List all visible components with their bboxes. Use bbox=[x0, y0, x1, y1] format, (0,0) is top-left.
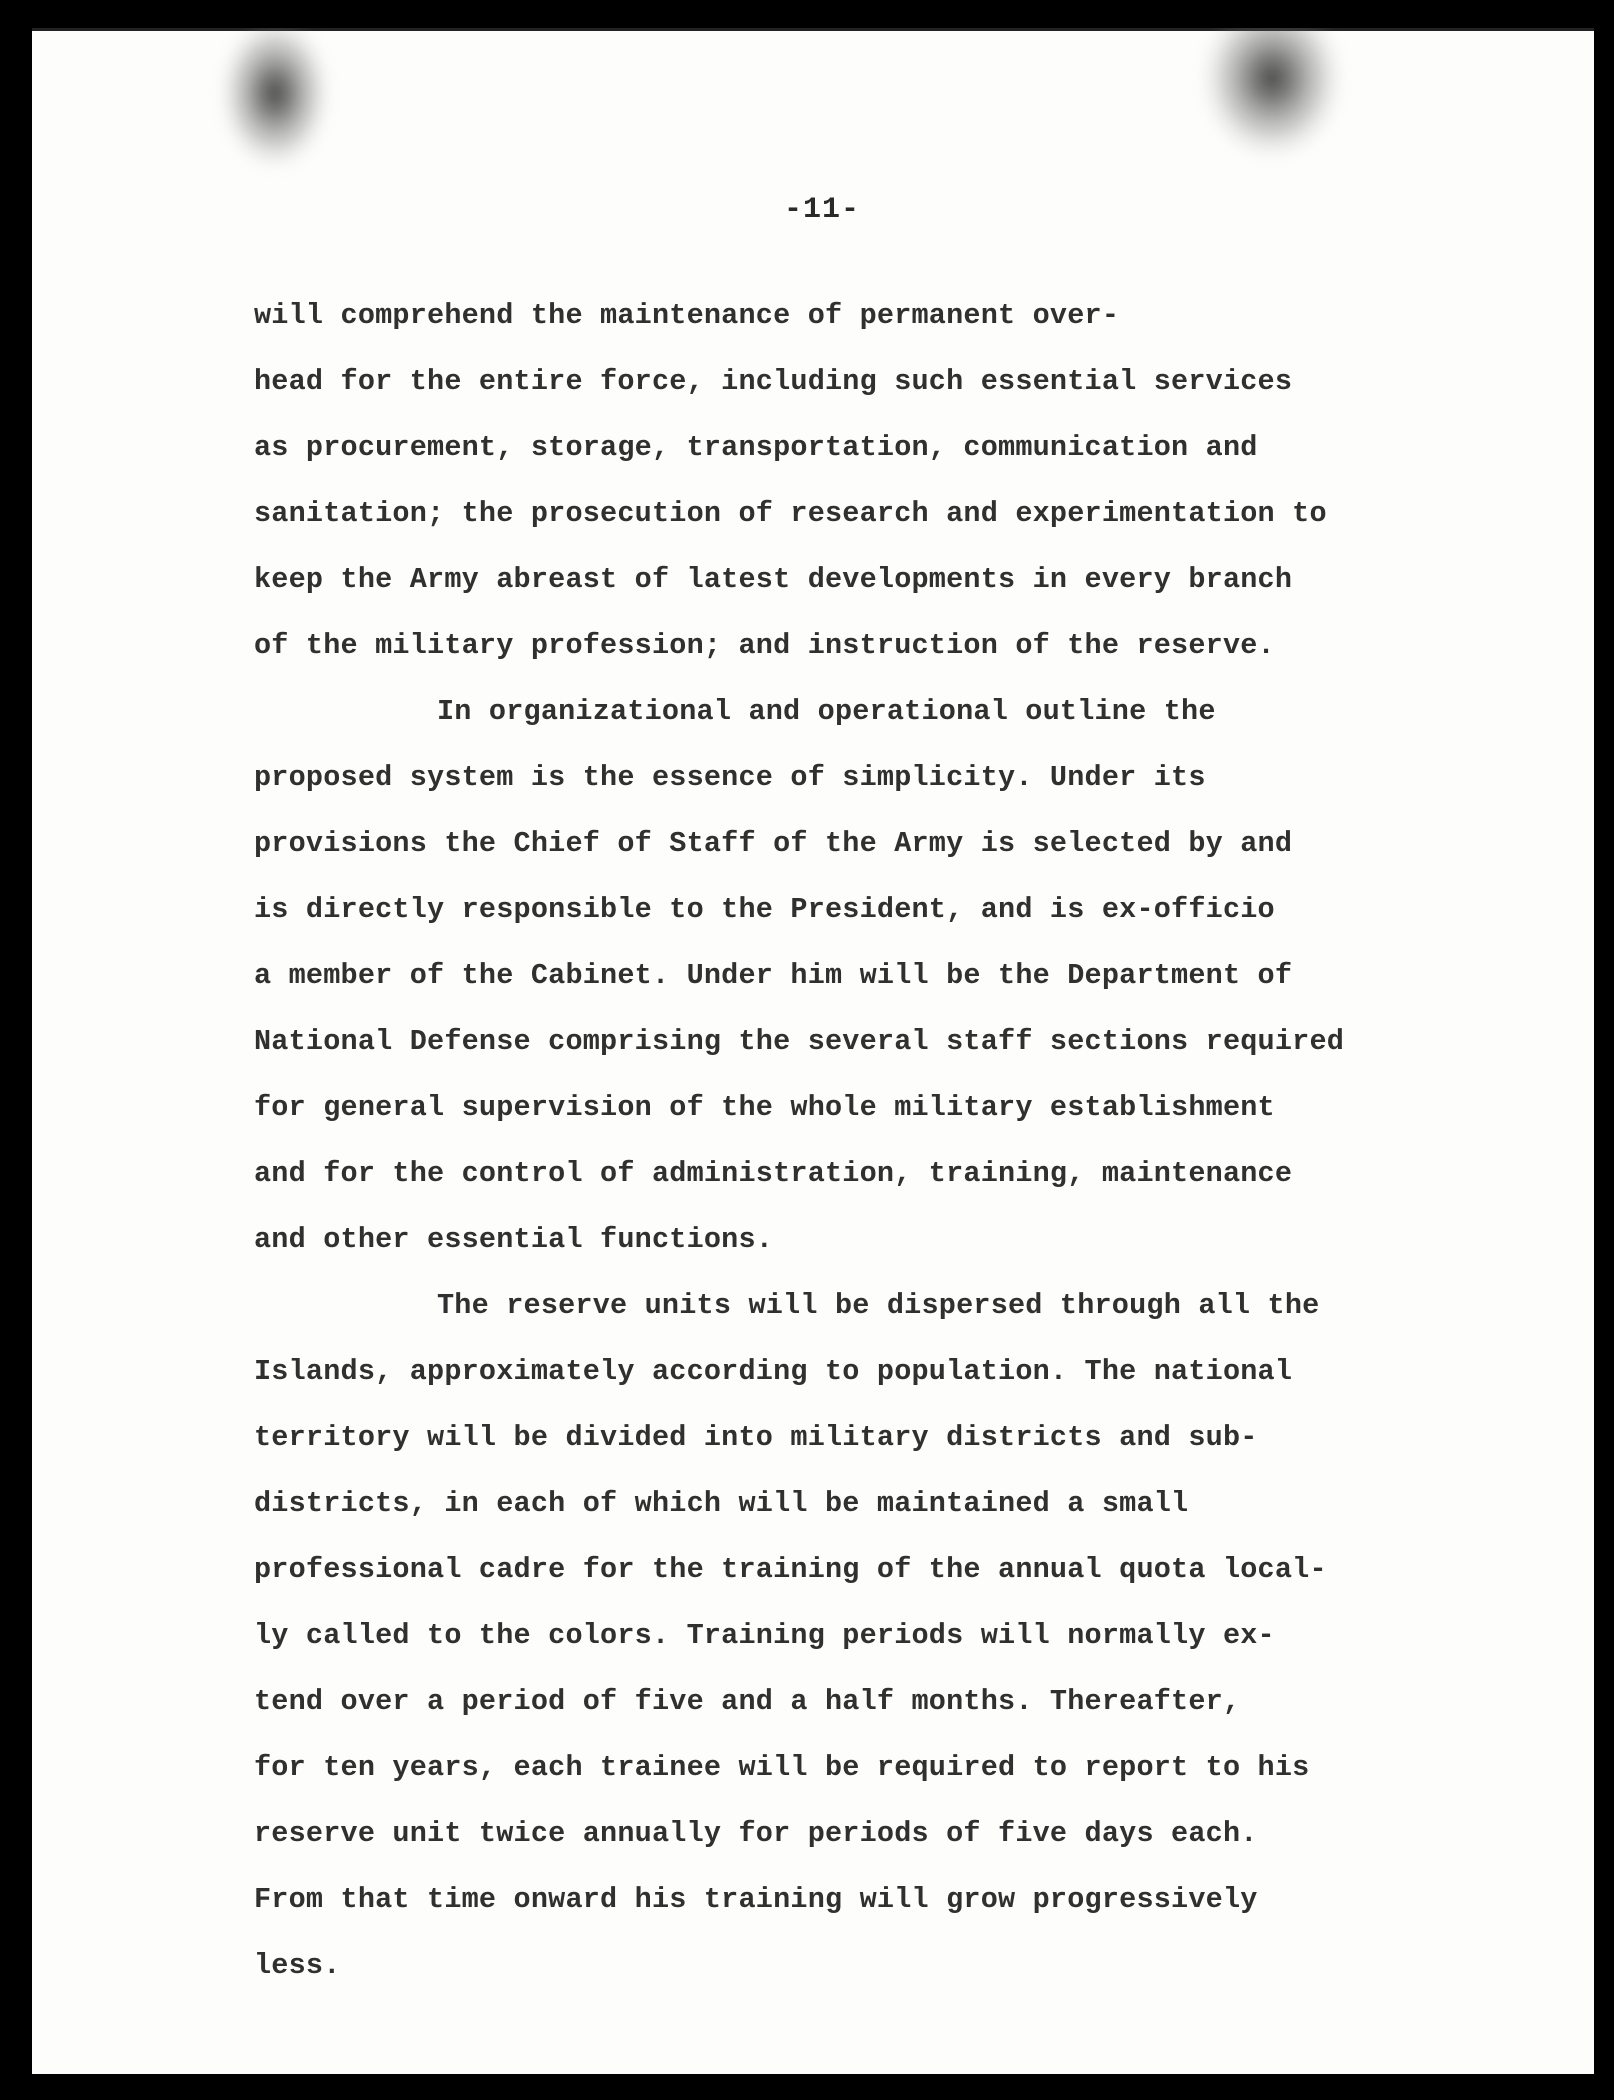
text-line: for ten years, each trainee will be required to report to his bbox=[254, 1751, 1310, 1784]
text-line: less. bbox=[254, 1949, 341, 1982]
text-line: From that time onward his training will grow progressively bbox=[254, 1883, 1258, 1916]
text-line: National Defense comprising the several staff sections required bbox=[254, 1025, 1345, 1058]
text-line: districts, in each of which will be maintained a small bbox=[254, 1487, 1189, 1520]
text-line: will comprehend the maintenance of permanent over- bbox=[254, 299, 1120, 332]
document-page bbox=[32, 28, 1594, 2074]
ink-smudge-right bbox=[1202, 28, 1342, 158]
text-line: The reserve units will be dispersed through all the bbox=[437, 1289, 1320, 1322]
page-number: -11- bbox=[783, 193, 860, 227]
text-line: Islands, approximately according to population. The national bbox=[254, 1355, 1293, 1388]
ink-smudge-left bbox=[220, 28, 330, 168]
text-line: and for the control of administration, training, maintenance bbox=[254, 1157, 1293, 1190]
text-line: tend over a period of five and a half months. Thereafter, bbox=[254, 1685, 1241, 1718]
text-line: and other essential functions. bbox=[254, 1223, 774, 1256]
text-line: is directly responsible to the President, and is ex-officio bbox=[254, 893, 1275, 926]
text-line: proposed system is the essence of simplicity. Under its bbox=[254, 761, 1206, 794]
text-line: territory will be divided into military districts and sub- bbox=[254, 1421, 1258, 1454]
text-line: keep the Army abreast of latest developments in every branch bbox=[254, 563, 1293, 596]
text-line: sanitation; the prosecution of research and experimentation to bbox=[254, 497, 1327, 530]
text-line: In organizational and operational outline the bbox=[437, 695, 1216, 728]
text-line: head for the entire force, including such essential services bbox=[254, 365, 1293, 398]
text-line: for general supervision of the whole military establishment bbox=[254, 1091, 1275, 1124]
text-line: reserve unit twice annually for periods of five days each. bbox=[254, 1817, 1258, 1850]
text-line: professional cadre for the training of the annual quota local- bbox=[254, 1553, 1327, 1586]
text-line: ly called to the colors. Training periods will normally ex- bbox=[254, 1619, 1275, 1652]
text-line: of the military profession; and instruction of the reserve. bbox=[254, 629, 1275, 662]
text-line: as procurement, storage, transportation, communication and bbox=[254, 431, 1258, 464]
text-line: provisions the Chief of Staff of the Army is selected by and bbox=[254, 827, 1293, 860]
text-line: a member of the Cabinet. Under him will be the Department of bbox=[254, 959, 1293, 992]
